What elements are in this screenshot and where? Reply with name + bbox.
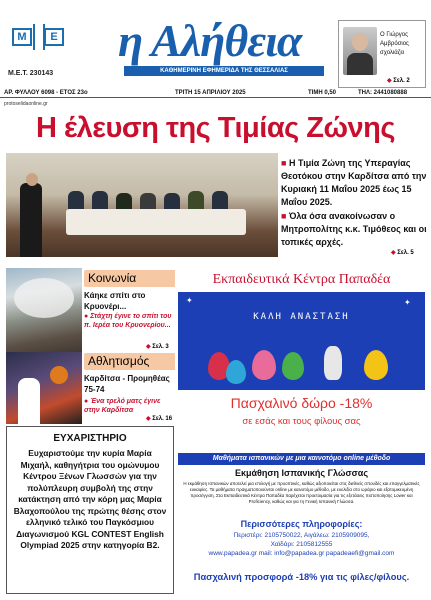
columnist-text: Ο Γιώργος Αμβρόσιος σχολιάζει <box>380 32 409 56</box>
lead-paragraph-2: Όλα όσα ανακοίνωσαν ο Μητροπολίτης κ.κ. Τιμόθεος και οι τοπικές αρχές. <box>281 211 427 247</box>
conference-table <box>66 209 246 235</box>
ad-description: Η εκμάθηση Ισπανικών αποτελεί μια επιλογή με προοπτικές, καθώς αξιοποιείται στις διεθνείς σπουδές και επαγγελματικές ευκαιρίες. Τα μαθήματα πραγματοποιούνται online με καινοτόμο μέθοδο, με ευελιξία στο ωράριο και εξατομικευμένη προσέγγιση. Στα Εκπαιδευτικά Κέντρα Παπαδέα παρέχεται προετοιμασία για τις εξετάσεις πιστοποίησης Lower και Proficiency, καθώς και για τη Γενική Ισπανική Γλώσσα. <box>183 481 420 504</box>
sports-page-ref: ◆ Σελ. 16 <box>146 416 173 422</box>
sparkle-icon: ✦ <box>404 298 411 307</box>
thanks-body: Ευχαριστούμε την κυρία Μαρία Μιχαήλ, καθηγήτρια του ομώνυμου Κέντρου Ξένων Γλωσσών για την πολύπλευρη συμβολή της στην κατάκτηση από την κόρη μας Μαρία Βλαχοπούλου της πρώτης θέσης στον ελληνικό τελικό του Παγκόσμιου Διαγωνισμού KGL CONTEST English Olympiad 2025 στην κατηγορία Β2. <box>13 448 167 550</box>
thanks-notice <box>6 426 174 594</box>
ad-footer-offer: Πασχαλινή προσφορά -18% για τις φίλες/φίλους. <box>193 572 410 582</box>
easter-egg-icon <box>226 360 246 384</box>
ad-contact-line: Χαϊδάρι: 2105812555 <box>270 541 333 548</box>
lead-paragraph-1: Η Τιμία Ζώνη της Υπεραγίας Θεοτόκου στην Καρδίτσα από την Κυριακή 11 Μαΐου 2025 έως 15 Μαΐου 2025. <box>281 158 427 207</box>
newspaper-subtitle: ΚΑΘΗΜΕΡΙΝΗ ΕΦΗΜΕΡΙΔΑ ΤΗΣ ΘΕΣΣΑΛΙΑΣ <box>124 66 324 76</box>
ad-contact-line: Περιστέρι: 2105750022, Αιγάλεω: 2105909095, <box>233 532 370 539</box>
issue-info-line <box>0 88 431 98</box>
phone-number: ΤΗΛ: 2441080888 <box>358 90 408 96</box>
ball-shape <box>50 366 68 384</box>
ad-heading: Εκμάθηση Ισπανικής Γλώσσας <box>234 468 369 478</box>
easter-egg-icon <box>282 352 304 380</box>
met-logo <box>10 22 68 64</box>
columnist-page-ref: ◆ Σελ. 2 <box>387 78 410 84</box>
sparkle-icon: ✦ <box>186 296 193 305</box>
newspaper-title: η Αλήθεια <box>118 15 302 66</box>
lead-page-ref: ◆ Σελ. 5 <box>391 250 414 256</box>
priest-head <box>26 173 38 186</box>
ad-band: Μαθήματα ισπανικών με μια καινοτόμο online μέθοδο <box>178 453 425 465</box>
sports-subtext: ● Ένα τρελό ματς έγινε στην Καρδίτσα <box>84 398 161 414</box>
ad-greeting: ΚΑΛΗ ΑΝΑΣΤΑΣΗ <box>253 312 350 322</box>
society-subtext: ● Στάχτη έγινε το σπίτι του π. Ιερέα του Κρυονερίου... <box>84 313 172 329</box>
fire-photo <box>6 268 82 354</box>
ad-info-heading: Περισσότερες πληροφορίες: <box>240 519 363 529</box>
columnist-photo <box>343 27 377 75</box>
issue-price: ΤΙΜΗ 0,50 <box>308 90 337 96</box>
basketball-photo <box>6 352 82 424</box>
ad-contact-web[interactable]: www.papadea.gr mail: info@papadea.gr papadeaefi@gmail.com <box>208 550 395 557</box>
player-figure <box>18 378 40 424</box>
section-label-sports: Αθλητισμός <box>84 353 175 370</box>
priest-figure <box>20 183 42 257</box>
columnist-box[interactable] <box>338 20 426 88</box>
issue-number: ΑΡ. ΦΥΛΛΟΥ 6098 - ΕΤΟΣ 23ο <box>4 90 88 96</box>
bunny-icon <box>324 346 342 380</box>
thanks-title: ΕΥΧΑΡΙΣΤΗΡΙΟ <box>53 433 127 444</box>
ad-offer: Πασχαλινό δώρο -18% <box>230 395 373 411</box>
easter-egg-icon <box>364 350 388 380</box>
met-logo-e: Ε <box>44 28 64 46</box>
ad-contact-info <box>178 531 425 558</box>
society-headline[interactable]: Κάηκε σπίτι στο Κρυονέρι... <box>84 291 146 311</box>
main-headline[interactable]: Η έλευση της Τιμίας Ζώνης <box>36 112 395 144</box>
lead-story-photo <box>6 153 278 257</box>
section-label-society: Κοινωνία <box>84 270 175 287</box>
met-code: Μ.Ε.Τ. 230143 <box>8 70 54 77</box>
smoke-shape <box>14 278 74 318</box>
easter-egg-icon <box>252 350 276 380</box>
site-url: protoselidaonline.gr <box>4 101 48 107</box>
met-logo-m: Μ <box>12 28 32 46</box>
issue-date: ΤΡΙΤΗ 15 ΑΠΡΙΛΙΟΥ 2025 <box>175 90 246 96</box>
sports-headline[interactable]: Καρδίτσα - Προμηθέας 75-74 <box>84 374 170 394</box>
ad-title: Εκπαιδευτικά Κέντρα Παπαδέα <box>178 268 425 292</box>
ad-offer-sub: σε εσάς και τους φίλους σας <box>242 416 361 427</box>
papadea-advertisement[interactable] <box>178 268 425 594</box>
society-page-ref: ◆ Σελ. 3 <box>146 344 169 350</box>
masthead <box>0 0 431 94</box>
lead-story-text[interactable]: ■ Η Τιμία Ζώνη της Υπεραγίας Θεοτόκου στην Καρδίτσα από την Κυριακή 11 Μαΐου 2025 έως 15 Μαΐου 2025. ■ Όλα όσα ανακοίνωσαν ο Μητροπολίτης κ.κ. Τιμόθεος και οι τοπικές αρχές. <box>281 158 427 247</box>
